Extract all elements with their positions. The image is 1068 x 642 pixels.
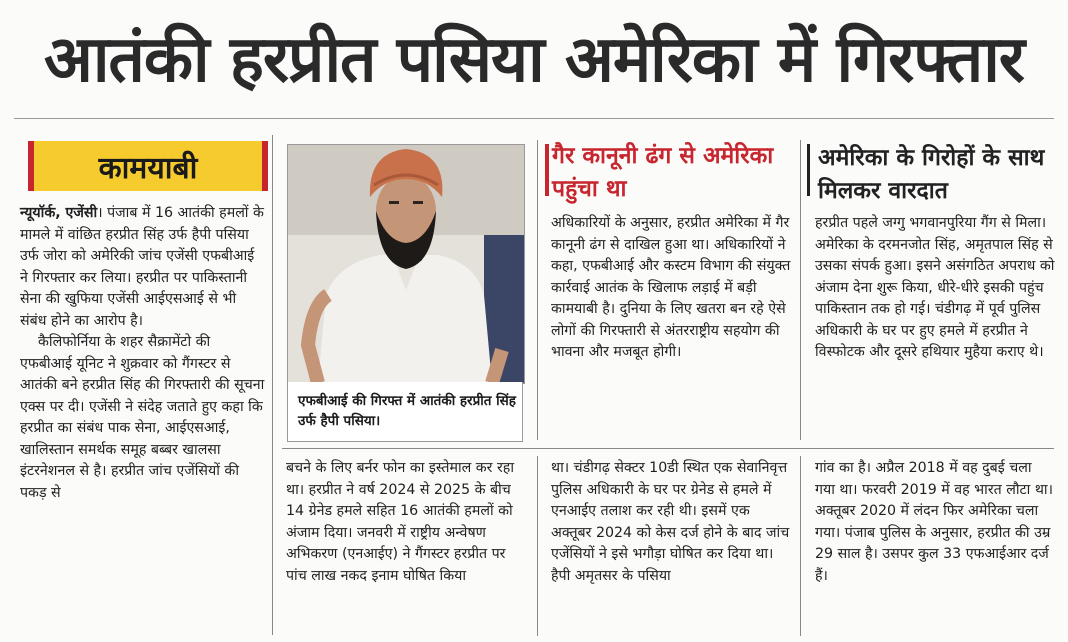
column-rule (537, 456, 538, 636)
article-column-3-bottom: था। चंडीगढ़ सेक्टर 10डी स्थित एक सेवानिवृत्त पुलिस अधिकारी के घर पर ग्रेनेड से हमले में एनआईए तलाश कर रही थी। इसमें एक अक्तूबर 2024 को केस दर्ज होने के बाद जांच एजेंसियों ने इसे भगौड़ा घोषित कर दिया था। हैपी अमृतसर के पसिया (551, 460, 790, 584)
article-column-4-bottom: गांव का है। अप्रैल 2018 में वह दुबई चला गया था। फरवरी 2019 में वह भारत लौटा था। अक्तूबर 2020 में लंदन फिर अमेरिका चला गया। पंजाब पुलिस के अनुसार, हरप्रीत की उम्र 29 साल है। उसपर कुल 33 एफआईआर दर्ज हैं। (815, 460, 1053, 584)
article-column-2-bottom: बचने के लिए बर्नर फोन का इस्तेमाल कर रहा था। हरप्रीत ने वर्ष 2024 से 2025 के बीच 14 ग्रेनेड हमले सहित 16 आतंकी हमलों को अंजाम दिया। जनवरी में राष्ट्रीय अन्वेषण अभिकरण (एनआईए) ने गैंगस्टर हरप्रीत पर पांच लाख नकद इनाम घोषित किया (286, 460, 514, 584)
column-rule (272, 135, 273, 635)
column-rule (800, 140, 801, 440)
paragraph: कैलिफोर्निया के शहर सैक्रामेंटो की एफबीआई यूनिट ने शुक्रवार को गैंगस्टर से आतंकी बने हरप्रीत सिंह की गिरफ्तारी की सूचना एक्स पर दी। एजेंसी ने संदेह जताते हुए कहा कि हरप्रीत का संबंध पाक सेना, आईएसआई, खालिस्तान समर्थक समूह बब्बर खालसा इंटरनेशनल से है। हरप्रीत जांच एजेंसियों की पकड़ से (20, 334, 265, 501)
dateline: न्यूयॉर्क, एजेंसी (20, 205, 98, 221)
paragraph-text: पंजाब में 16 आतंकी हमलों के मामले में वांछित हरप्रीत सिंह उर्फ हैपी पसिया उर्फ जोरा को अमेरिकी जांच एजेंसी एफबीआई ने गिरफ्तार कर लिया। हरप्रीत पर पाकिस्तानी सेना की खुफिया एजेंसी आईएसआई से भी संबंध होने का आरोप है। (20, 205, 264, 329)
article-column-4: हरप्रीत पहले जग्गु भगवानपुरिया गैंग से मिला। अमेरिका के दरमनजोत सिंह, अमृतपाल सिंह से उसका संपर्क हुआ। इसने असंगठित अपराध को अंजाम देना शुरू किया, धीरे-धीरे इसकी पहुंच पाकिस्तान तक हो गई। चंडीगढ़ में पूर्व पुलिस अधिकारी के घर पर हुए हमले में हरप्रीत ने विस्फोटक और दूसरे हथियार मुहैया कराए थे। (815, 215, 1055, 360)
column-rule (537, 140, 538, 440)
headline: आतंकी हरप्रीत पसिया अमेरिका में गिरफ्तार (44, 23, 1024, 97)
subhead-marker (545, 144, 549, 196)
article-column-1 (20, 203, 265, 504)
column-rule (800, 456, 801, 636)
kicker-label: कामयाबी (28, 141, 268, 191)
news-photo (287, 144, 525, 384)
photo-illustration (288, 145, 524, 383)
paragraph: न्यूयॉर्क, एजेंसी। पंजाब में 16 आतंकी हमलों के मामले में वांछित हरप्रीत सिंह उर्फ हैपी पसिया उर्फ जोरा को अमेरिकी जांच एजेंसी एफबीआई ने गिरफ्तार कर लिया। हरप्रीत पर पाकिस्तानी सेना की खुफिया एजेंसी आईएसआई से भी संबंध होने का आरोप है। (20, 205, 264, 329)
subhead-marker (807, 144, 810, 196)
headline-rule (14, 118, 1054, 119)
subhead: गैर कानूनी ढंग से अमेरिका पहुंचा था (552, 143, 774, 202)
article-column-3: अधिकारियों के अनुसार, हरप्रीत अमेरिका में गैर कानूनी ढंग से दाखिल हुआ था। अधिकारियों ने कहा, एफबीआई और कस्टम विभाग की संयुक्त कार्रवाई आतंक के खिलाफ लड़ाई में बड़ी कामयाबी है। दुनिया के लिए खतरा बन रहे ऐसे लोगों की गिरफ्तारी से अंतरराष्ट्रीय सहयोग की भावना और मजबूत होगी। (551, 215, 791, 360)
photo-caption: एफबीआई की गिरफ्त में आतंकी हरप्रीत सिंह उर्फ हैपी पसिया। (287, 382, 523, 442)
section-rule (282, 448, 1054, 449)
subhead: अमेरिका के गिरोहों के साथ मिलकर वारदात (818, 145, 1045, 204)
